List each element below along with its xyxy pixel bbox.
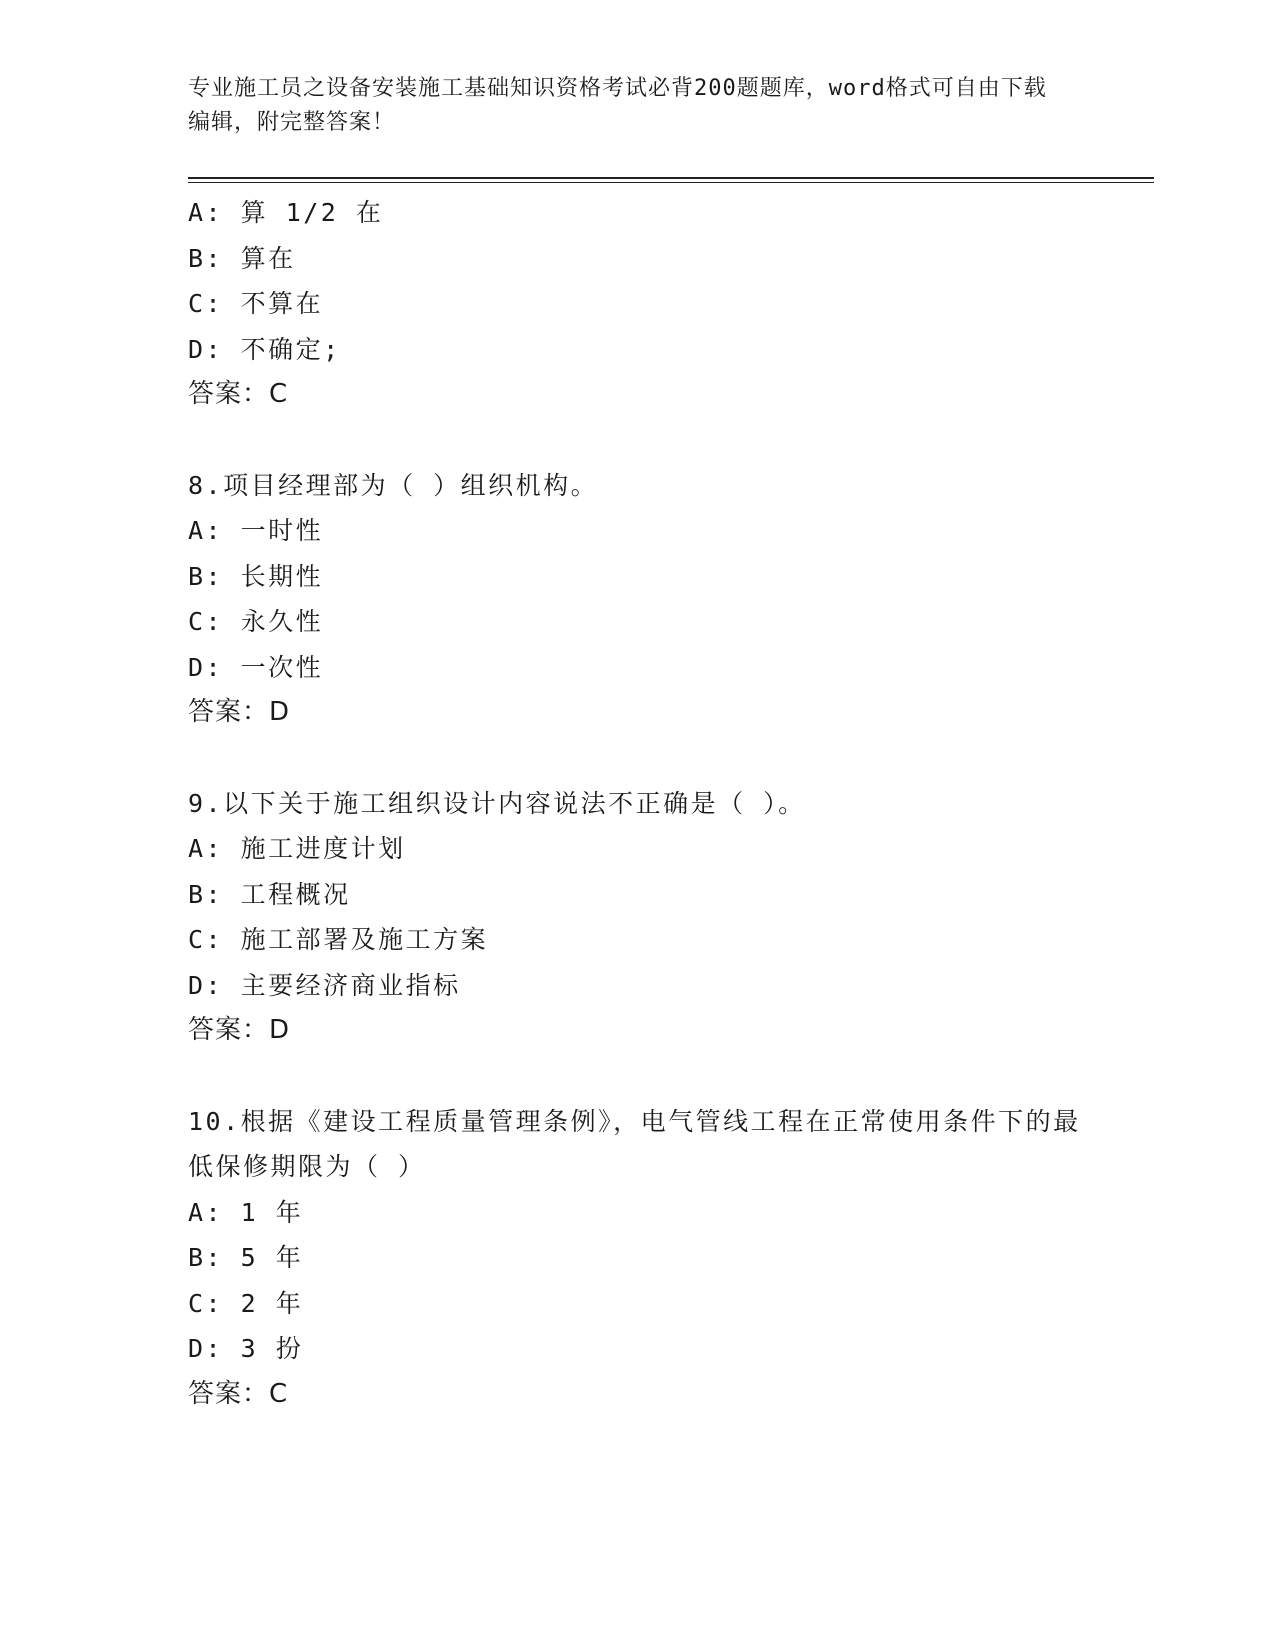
document-header: 专业施工员之设备安装施工基础知识资格考试必背200题题库，word格式可自由下载编辑，附完整答案！ bbox=[188, 76, 1047, 135]
option-c: C: 不算在 bbox=[188, 289, 324, 318]
option-d: D: 主要经济商业指标 bbox=[188, 970, 461, 1000]
option-b: B: 算在 bbox=[188, 243, 296, 273]
question-block-9 bbox=[188, 781, 1088, 1054]
option-a: A: 算 1/2 在 bbox=[188, 198, 384, 227]
answer-line: 答案：C bbox=[188, 379, 289, 409]
option-d: D: 一次性 bbox=[188, 652, 324, 682]
option-c: C: 2 年 bbox=[188, 1288, 304, 1318]
option-a: A: 一时性 bbox=[188, 516, 324, 545]
question-block-partial bbox=[188, 190, 1088, 418]
option-a: A: 1 年 bbox=[188, 1197, 304, 1227]
question-block-8 bbox=[188, 463, 1088, 736]
question-stem: 10.根据《建设工程质量管理条例》，电气管线工程在正常使用条件下的最低保修期限为（ ） bbox=[188, 1106, 1081, 1181]
header-divider bbox=[188, 177, 1154, 179]
option-b: B: 5 年 bbox=[188, 1243, 304, 1272]
option-d: D: 不确定; bbox=[188, 334, 341, 364]
option-d: D: 3 扮 bbox=[188, 1334, 304, 1363]
option-b: B: 工程概况 bbox=[188, 879, 351, 909]
answer-line: 答案：D bbox=[188, 697, 291, 727]
answer-line: 答案：D bbox=[188, 1015, 291, 1045]
question-stem: 8.项目经理部为（ ）组织机构。 bbox=[188, 470, 599, 500]
question-list bbox=[188, 190, 1088, 1417]
question-stem: 9.以下关于施工组织设计内容说法不正确是（ ）。 bbox=[188, 788, 806, 818]
option-b: B: 长期性 bbox=[188, 561, 324, 591]
header-divider-thin bbox=[188, 182, 1154, 183]
option-c: C: 永久性 bbox=[188, 607, 324, 636]
question-block-10 bbox=[188, 1099, 1088, 1418]
answer-line: 答案：C bbox=[188, 1378, 289, 1409]
option-c: C: 施工部署及施工方案 bbox=[188, 925, 489, 954]
option-a: A: 施工进度计划 bbox=[188, 834, 406, 863]
